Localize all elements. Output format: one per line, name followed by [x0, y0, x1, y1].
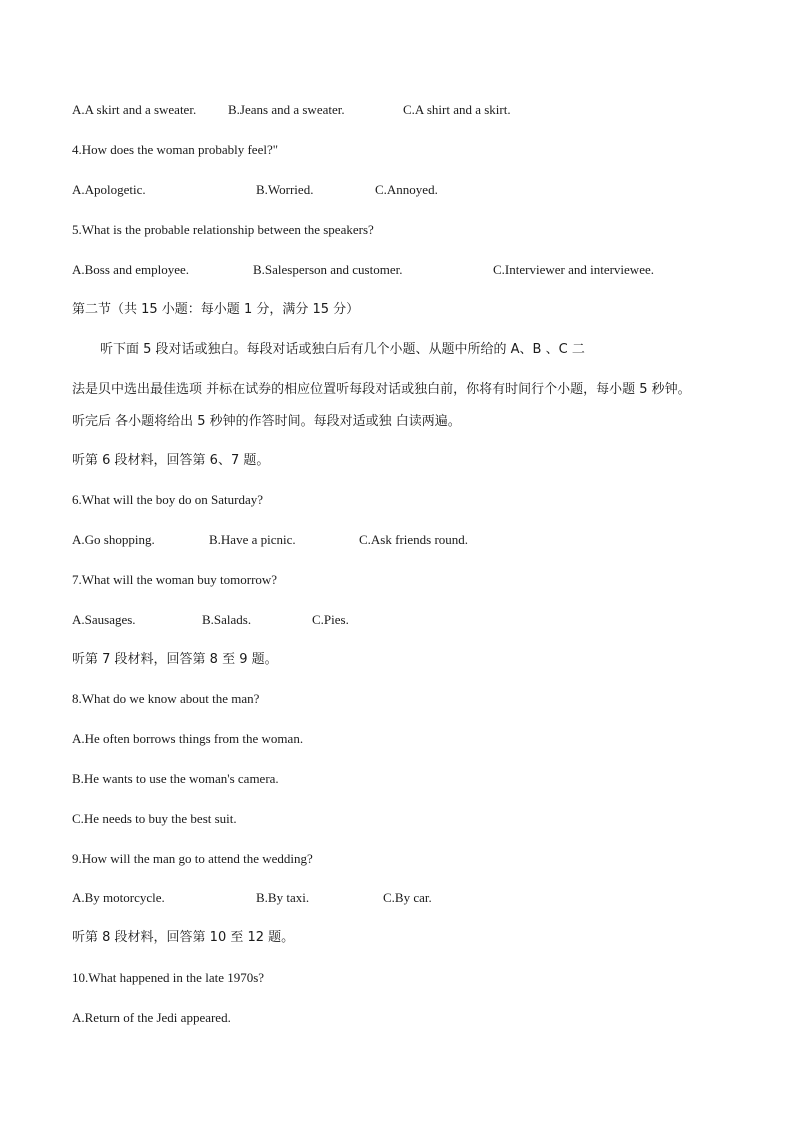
material-8-heading: 听第 8 段材料，回答第 10 至 12 题。: [72, 930, 295, 945]
q7-option-b: B.Salads.: [202, 612, 252, 627]
q8-option-c: C.He needs to buy the best suit.: [72, 811, 237, 826]
q6-question: 6.What will the boy do on Saturday?: [72, 492, 263, 507]
q9-question: 9.How will the man go to attend the wedding?: [72, 851, 313, 866]
q10-question: 10.What happened in the late 1970s?: [72, 970, 265, 985]
q8-option-b: B.He wants to use the woman's camera.: [72, 771, 279, 786]
section2-instruction-1: 听下面 5 段对话或独白。每段对话或独白后有几个小题、从题中所给的 A、B 、C 二: [100, 342, 585, 357]
section2-instruction-3: 听完后 各小题将给出 5 秒钟的作答时间。每段对适或独 白读两遍。: [72, 414, 461, 429]
material-7-heading: 听第 7 段材料，回答第 8 至 9 题。: [72, 652, 278, 667]
q4-option-c: C.Annoyed.: [375, 182, 438, 197]
q9-option-b: B.By taxi.: [256, 890, 310, 905]
q4-question: 4.How does the woman probably feel?": [72, 142, 279, 157]
q3-option-a: A.A skirt and a sweater.: [72, 102, 197, 117]
q5-question: 5.What is the probable relationship between the speakers?: [72, 222, 374, 237]
section2-heading: 第二节（共 15 小题：每小题 1 分，满分 15 分）: [72, 302, 360, 317]
q7-question: 7.What will the woman buy tomorrow?: [72, 572, 278, 587]
q6-option-a: A.Go shopping.: [72, 532, 155, 547]
material-6-heading: 听第 6 段材料，回答第 6、7 题。: [72, 453, 270, 468]
q5-option-c: C.Interviewer and interviewee.: [493, 262, 654, 277]
q10-option-a: A.Return of the Jedi appeared.: [72, 1010, 231, 1025]
q6-option-b: B.Have a picnic.: [209, 532, 296, 547]
section2-instruction-2: 法是贝中选出最佳选项 并标在试券的相应位置听每段对话或独白前，你将有时间行个小题，每小题 5 秒钟。: [72, 382, 691, 397]
q5-option-a: A.Boss and employee.: [72, 262, 189, 277]
q7-option-c: C.Pies.: [312, 612, 349, 627]
q9-option-c: C.By car.: [383, 890, 432, 905]
q4-option-a: A.Apologetic.: [72, 182, 146, 197]
q9-option-a: A.By motorcycle.: [72, 890, 165, 905]
q8-option-a: A.He often borrows things from the woman.: [72, 731, 304, 746]
q3-option-b: B.Jeans and a sweater.: [228, 102, 345, 117]
q8-question: 8.What do we know about the man?: [72, 691, 260, 706]
q6-option-c: C.Ask friends round.: [359, 532, 469, 547]
q7-option-a: A.Sausages.: [72, 612, 136, 627]
q4-option-b: B.Worried.: [256, 182, 314, 197]
q3-option-c: C.A shirt and a skirt.: [403, 102, 511, 117]
q5-option-b: B.Salesperson and customer.: [253, 262, 403, 277]
